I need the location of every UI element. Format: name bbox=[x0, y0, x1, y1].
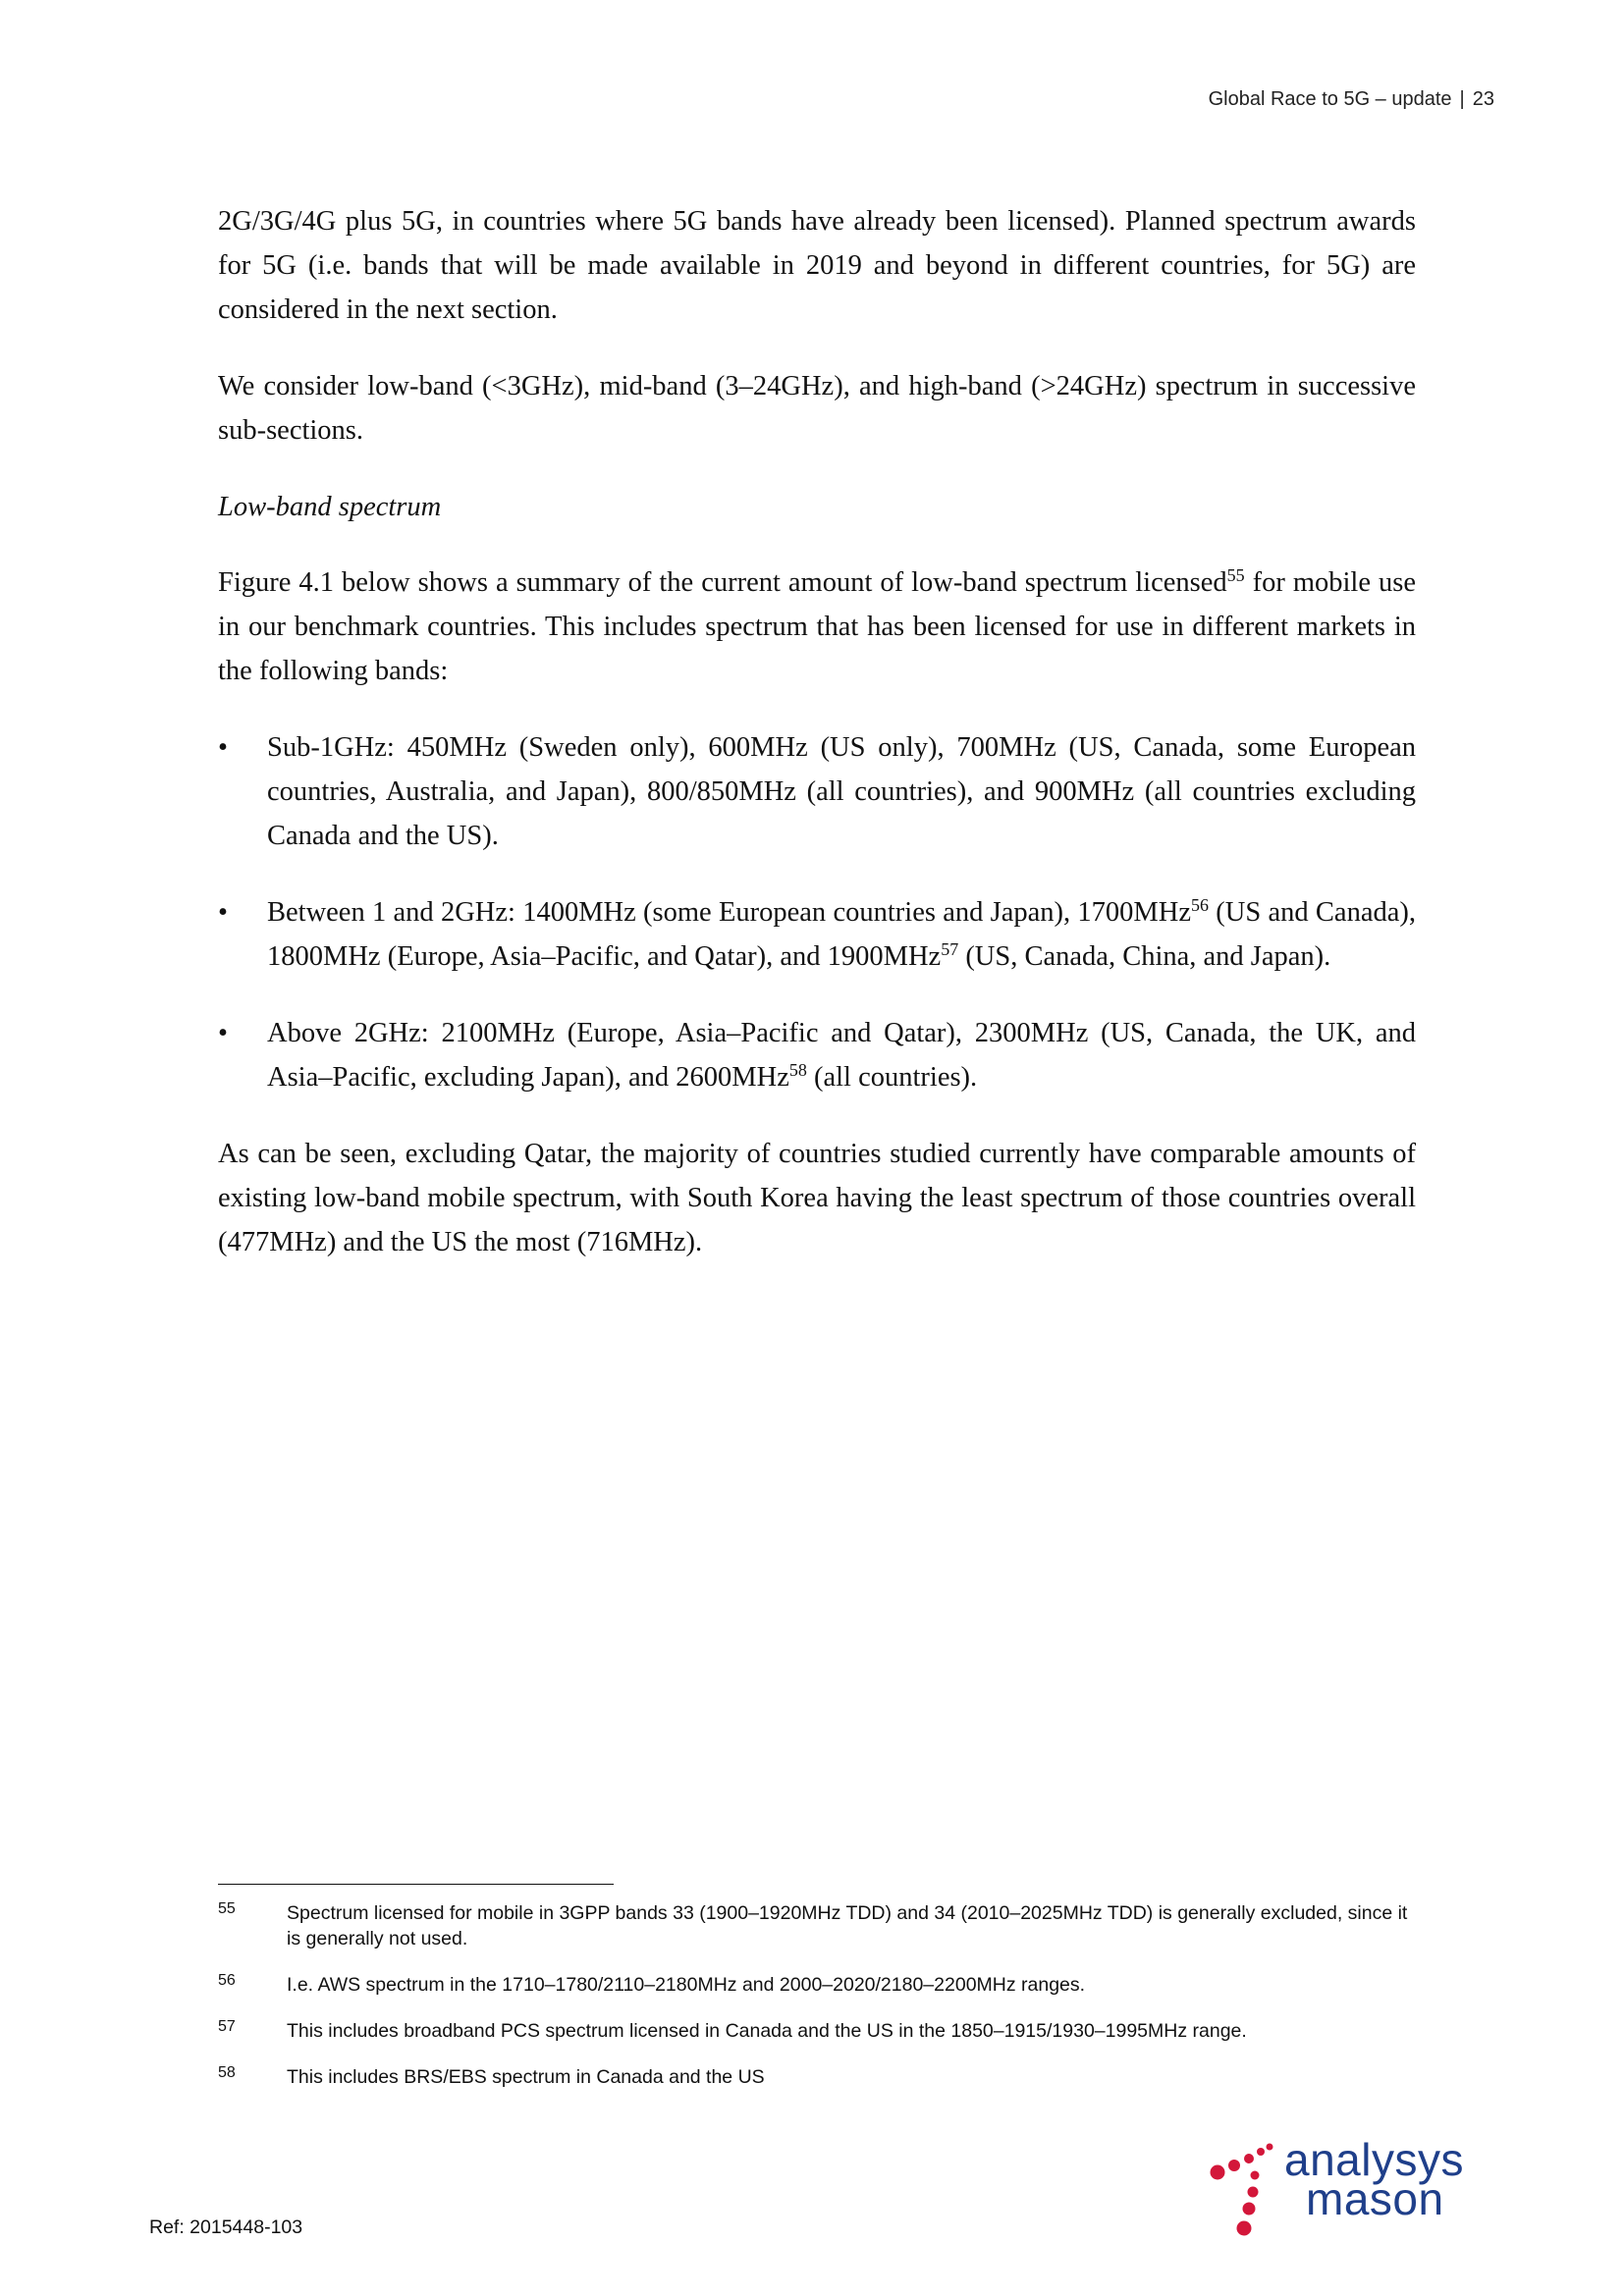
bullet-icon: • bbox=[218, 732, 228, 763]
bullet-3-text-a: Above 2GHz: 2100MHz (Europe, Asia–Pacific and Qatar), 2300MHz (US, Canada, the UK, and Asia–Pacific, excluding Japan), and 2600MHz bbox=[267, 1018, 1416, 1093]
footnote-text: Spectrum licensed for mobile in 3GPP bands 33 (1900–1920MHz TDD) and 34 (2010–2025MHz TDD) is generally excluded, since it is generally not used. bbox=[287, 1902, 1408, 1949]
footnote-number: 55 bbox=[218, 1900, 236, 1917]
paragraph-4: As can be seen, excluding Qatar, the majority of countries studied currently have comparable amounts of existing low-band mobile spectrum, with South Korea having the least spectrum of those countries overall (477MHz) and the US the most (716MHz). bbox=[218, 1139, 1416, 1257]
bullet-2-text-a: Between 1 and 2GHz: 1400MHz (some European countries and Japan), 1700MHz bbox=[267, 897, 1191, 928]
footnote-divider bbox=[218, 1884, 614, 1885]
paragraph-2: We consider low-band (<3GHz), mid-band (3–24GHz), and high-band (>24GHz) spectrum in successive sub-sections. bbox=[218, 371, 1416, 446]
paragraph-3-text-a: Figure 4.1 below shows a summary of the current amount of low-band spectrum licensed bbox=[218, 567, 1227, 598]
footnote-56 bbox=[218, 1972, 1426, 1998]
logo-line-1: analysys bbox=[1284, 2134, 1464, 2185]
list-item bbox=[218, 725, 1416, 858]
paragraph-3 bbox=[218, 561, 1416, 693]
analysys-mason-logo bbox=[1208, 2134, 1522, 2238]
footnote-ref-55[interactable]: 55 bbox=[1226, 565, 1245, 585]
bullet-1-text: Sub-1GHz: 450MHz (Sweden only), 600MHz (US only), 700MHz (US, Canada, some European countries, Australia, and Japan), 800/850MHz (all countries), and 900MHz (all countries excluding Canada and the US). bbox=[267, 732, 1416, 851]
footnote-text: I.e. AWS spectrum in the 1710–1780/2110–2180MHz and 2000–2020/2180–2200MHz ranges. bbox=[287, 1974, 1086, 1996]
band-list bbox=[218, 725, 1416, 1099]
logo-line-2: mason bbox=[1306, 2173, 1444, 2224]
footnote-ref-58[interactable]: 58 bbox=[788, 1060, 807, 1080]
bullet-3-text-b: (all countries). bbox=[806, 1062, 978, 1093]
footnote-number: 56 bbox=[218, 1972, 236, 1989]
footnote-ref-57[interactable]: 57 bbox=[941, 939, 959, 959]
footnote-55 bbox=[218, 1900, 1426, 1951]
list-item bbox=[218, 1011, 1416, 1099]
footnote-number: 57 bbox=[218, 2018, 236, 2035]
header-separator: | bbox=[1459, 88, 1465, 110]
footnote-58 bbox=[218, 2064, 1426, 2090]
footnote-text: This includes BRS/EBS spectrum in Canada and the US bbox=[287, 2066, 765, 2088]
paragraph-1: 2G/3G/4G plus 5G, in countries where 5G bands have already been licensed). Planned spectrum awards for 5G (i.e. bands that will be made available in 2019 and beyond in different countries, for 5G) are considered in the next section. bbox=[218, 206, 1416, 325]
page-number: 23 bbox=[1472, 88, 1494, 110]
logo-wordmark bbox=[1284, 2134, 1464, 2224]
paragraph-3-text-b: for mobile use in our benchmark countries. This includes spectrum that has been licensed for use in different markets in the following bands: bbox=[218, 567, 1416, 686]
list-item bbox=[218, 890, 1416, 979]
footnotes bbox=[218, 1900, 1426, 2110]
body-text bbox=[218, 199, 1416, 1297]
section-heading: Low-band spectrum bbox=[218, 492, 442, 522]
footnote-text: This includes broadband PCS spectrum licensed in Canada and the US in the 1850–1915/1930–1995MHz range. bbox=[287, 2020, 1247, 2042]
page-header bbox=[1209, 88, 1494, 111]
footnote-ref-56[interactable]: 56 bbox=[1191, 895, 1209, 915]
bullet-icon: • bbox=[218, 897, 228, 928]
bullet-icon: • bbox=[218, 1018, 228, 1048]
logo-dots-icon bbox=[1208, 2140, 1286, 2238]
header-title: Global Race to 5G – update bbox=[1208, 88, 1452, 110]
bullet-2-text-c: (US, Canada, China, and Japan). bbox=[958, 941, 1331, 972]
bullet-2-text-b: (US and Canada), 1800MHz (Europe, Asia–Pacific, and Qatar), and 1900MHz bbox=[267, 897, 1416, 972]
footnote-57 bbox=[218, 2018, 1426, 2044]
footnote-number: 58 bbox=[218, 2064, 236, 2081]
document-reference: Ref: 2015448-103 bbox=[149, 2216, 303, 2238]
